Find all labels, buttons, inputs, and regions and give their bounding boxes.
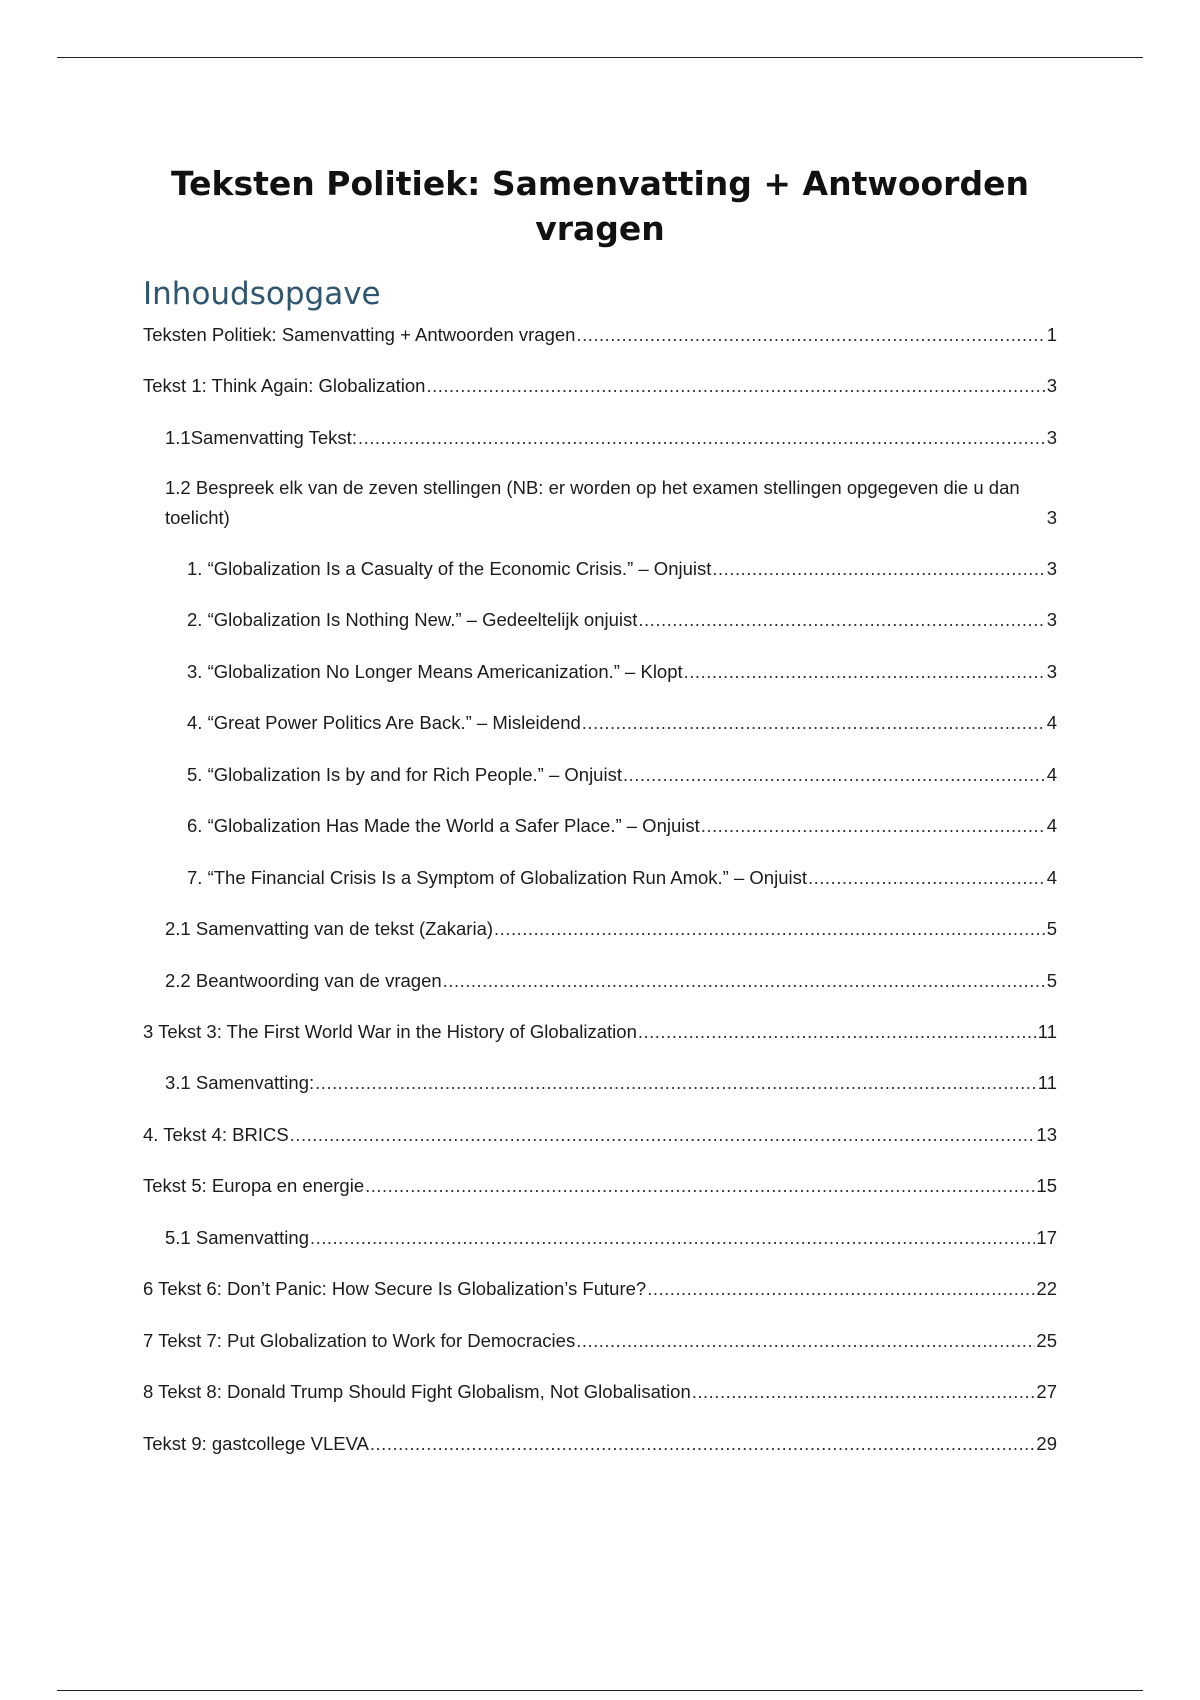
toc-entry[interactable]	[165, 914, 1057, 944]
toc-entry-page: 4	[1046, 815, 1057, 836]
toc-entry-label: 5. “Globalization Is by and for Rich People.” – Onjuist	[187, 764, 622, 785]
toc-leader	[701, 811, 1046, 841]
toc-entry-page: 29	[1036, 1433, 1057, 1454]
toc-leader	[576, 1326, 1035, 1356]
toc-entry-page: 3	[1046, 507, 1057, 528]
toc-entry-label: 6 Tekst 6: Don’t Panic: How Secure Is Globalization’s Future?	[143, 1278, 647, 1299]
toc-leader	[808, 863, 1046, 893]
toc-entry-label: 1.1Samenvatting Tekst:	[165, 427, 357, 448]
footer-rule	[57, 1690, 1143, 1691]
toc-entry[interactable]	[143, 1377, 1057, 1407]
toc-entry[interactable]	[143, 1326, 1057, 1356]
toc-entry-label: 1. “Globalization Is a Casualty of the Economic Crisis.” – Onjuist	[187, 558, 712, 579]
toc-leader	[692, 1377, 1036, 1407]
toc-entry-page: 11	[1037, 1021, 1057, 1042]
toc-leader	[647, 1274, 1035, 1304]
toc-entry-label: 3.1 Samenvatting:	[165, 1072, 315, 1093]
toc-entry[interactable]	[143, 1429, 1057, 1459]
toc-entry-label: Teksten Politiek: Samenvatting + Antwoorden vragen	[143, 324, 576, 345]
toc-entry[interactable]	[143, 1171, 1057, 1201]
toc-entry-page: 4	[1046, 867, 1057, 888]
toc-leader	[315, 1068, 1037, 1098]
toc-leader	[582, 708, 1046, 738]
toc-leader	[684, 657, 1046, 687]
toc-entry-page: 1	[1046, 324, 1057, 345]
toc-leader	[426, 371, 1045, 401]
toc-entry[interactable]	[187, 760, 1057, 790]
toc-entry-label: 7 Tekst 7: Put Globalization to Work for Democracies	[143, 1330, 576, 1351]
toc-entry-label: 1.2 Bespreek elk van de zeven stellingen (NB: er worden op het examen stellingen opgegeven die u dan toelicht)	[165, 477, 1020, 528]
toc-entry[interactable]	[165, 473, 1057, 533]
toc-entry-page: 25	[1036, 1330, 1057, 1351]
toc-entry-label: 7. “The Financial Crisis Is a Symptom of Globalization Run Amok.” – Onjuist	[187, 867, 807, 888]
toc-entry[interactable]	[165, 1223, 1057, 1253]
toc-entry-page: 4	[1046, 764, 1057, 785]
toc-entry-label: 4. “Great Power Politics Are Back.” – Misleidend	[187, 712, 581, 733]
toc-entry[interactable]	[143, 1120, 1057, 1150]
toc-leader	[623, 760, 1046, 790]
toc-leader	[638, 605, 1045, 635]
toc-entry[interactable]	[165, 966, 1057, 996]
toc-entry-label: Tekst 5: Europa en energie	[143, 1175, 365, 1196]
toc-entry-label: Tekst 9: gastcollege VLEVA	[143, 1433, 369, 1454]
toc-entry-page: 3	[1046, 661, 1057, 682]
toc-heading: Inhoudsopgave	[143, 276, 381, 312]
toc-entry[interactable]	[187, 554, 1057, 584]
toc-leader	[290, 1120, 1036, 1150]
toc-entry-page: 4	[1046, 712, 1057, 733]
toc-entry[interactable]	[187, 657, 1057, 687]
toc-entry-page: 11	[1037, 1072, 1057, 1093]
toc-leader	[358, 423, 1046, 453]
toc-entry-label: 4. Tekst 4: BRICS	[143, 1124, 289, 1145]
toc-entry-label: 8 Tekst 8: Donald Trump Should Fight Globalism, Not Globalisation	[143, 1381, 691, 1402]
toc-entry[interactable]	[187, 811, 1057, 841]
toc-leader	[494, 914, 1046, 944]
document-title: Teksten Politiek: Samenvatting + Antwoorden vragen	[171, 164, 1029, 248]
toc-entry-page: 13	[1036, 1124, 1057, 1145]
toc-leader	[365, 1171, 1035, 1201]
toc-entry-page: 5	[1046, 918, 1057, 939]
toc-entry-label: 3 Tekst 3: The First World War in the History of Globalization	[143, 1021, 637, 1042]
toc-entry-page: 3	[1046, 609, 1057, 630]
toc-leader	[370, 1429, 1036, 1459]
toc-entry[interactable]	[165, 423, 1057, 453]
toc-entry-label: 2.1 Samenvatting van de tekst (Zakaria)	[165, 918, 494, 939]
toc-entry-page: 5	[1046, 970, 1057, 991]
toc-entry-label: 2. “Globalization Is Nothing New.” – Gedeeltelijk onjuist	[187, 609, 638, 630]
header-rule	[57, 57, 1143, 58]
toc-entry-label: 2.2 Beantwoording van de vragen	[165, 970, 442, 991]
toc-entry-page: 3	[1046, 427, 1057, 448]
toc-leader	[638, 1017, 1037, 1047]
toc-entry-label: 3. “Globalization No Longer Means Americanization.” – Klopt	[187, 661, 683, 682]
toc-entry-page: 15	[1036, 1175, 1057, 1196]
toc-entry[interactable]	[143, 1017, 1057, 1047]
toc-entry-label: 6. “Globalization Has Made the World a Safer Place.” – Onjuist	[187, 815, 700, 836]
toc-leader	[576, 320, 1045, 350]
toc-leader	[443, 966, 1046, 996]
toc-entry[interactable]	[187, 863, 1057, 893]
toc-entry-label: Tekst 1: Think Again: Globalization	[143, 375, 426, 396]
toc-entry[interactable]	[143, 371, 1057, 401]
toc-entry[interactable]	[187, 708, 1057, 738]
toc-entry-page: 3	[1046, 375, 1057, 396]
toc-entry[interactable]	[143, 320, 1057, 350]
toc-entry-label: 5.1 Samenvatting	[165, 1227, 309, 1248]
toc-entry-page: 22	[1036, 1278, 1057, 1299]
toc-leader	[712, 554, 1045, 584]
toc-entry-page: 3	[1046, 558, 1057, 579]
toc-entry[interactable]	[165, 1068, 1057, 1098]
toc-entry-page: 17	[1036, 1227, 1057, 1248]
toc-entry[interactable]	[143, 1274, 1057, 1304]
toc-entry[interactable]	[187, 605, 1057, 635]
toc-entry-page: 27	[1036, 1381, 1057, 1402]
toc-leader	[310, 1223, 1035, 1253]
